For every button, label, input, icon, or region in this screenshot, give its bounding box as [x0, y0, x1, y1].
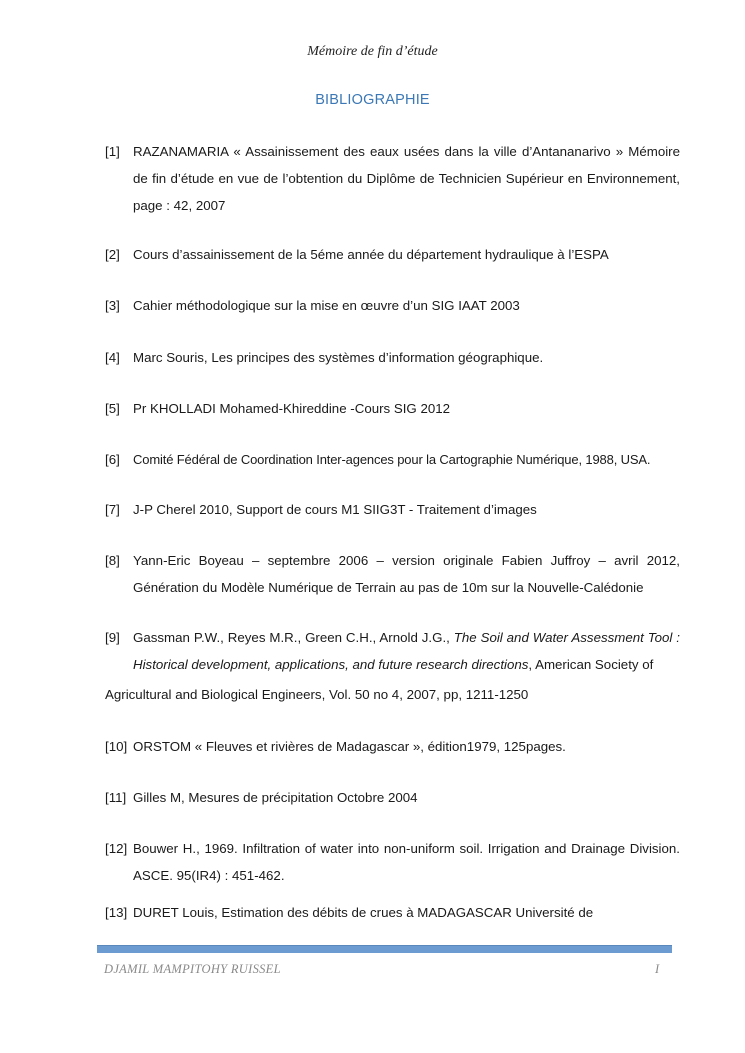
reference-number: [9] [105, 630, 120, 645]
reference-text-part: , American Society of [528, 657, 654, 672]
reference-number: [12] [105, 841, 128, 856]
reference-title-italic: The Soil and Water Assessment Tool : Historical development, applications, and future research directions [133, 630, 680, 672]
reference-text: RAZANAMARIA « Assainissement des eaux usées dans la ville d’Antananarivo » Mémoire de fin d’étude en vue de l’obtention du Diplôme de Technicien Supérieur en Environnement, page : 42, 2007 [133, 144, 680, 213]
reference-number: [7] [105, 502, 120, 517]
reference-text: Pr KHOLLADI Mohamed-Khireddine -Cours SIG 2012 [133, 401, 451, 416]
reference-item [105, 138, 680, 219]
reference-item [105, 344, 680, 371]
reference-text: Cahier méthodologique sur la mise en œuvre d’un SIG IAAT 2003 [133, 298, 520, 313]
page-number: I [655, 962, 660, 976]
reference-text: Yann-Eric Boyeau – septembre 2006 – version originale Fabien Juffroy – avril 2012, Génération du Modèle Numérique de Terrain au pas de 10m sur la Nouvelle-Calédonie [133, 553, 680, 595]
reference-text: DURET Louis, Estimation des débits de crues à MADAGASCAR Université de [133, 905, 594, 920]
reference-number: [13] [105, 905, 128, 920]
reference-number: [11] [105, 790, 127, 805]
reference-text: Comité Fédéral de Coordination Inter-agences pour la Cartographie Numérique, 1988, USA. [133, 452, 651, 467]
reference-number: [2] [105, 247, 120, 262]
reference-item [105, 733, 680, 760]
reference-item [105, 496, 680, 523]
reference-text-continued: Agricultural and Biological Engineers, Vol. 50 no 4, 2007, pp, 1211-1250 [105, 687, 529, 702]
reference-text: J-P Cherel 2010, Support de cours M1 SIIG3T - Traitement d’images [133, 502, 537, 517]
footer-divider [97, 945, 672, 953]
reference-number: [4] [105, 350, 120, 365]
section-title: BIBLIOGRAPHIE [315, 92, 430, 108]
reference-text: Marc Souris, Les principes des systèmes d’information géographique. [133, 350, 544, 365]
reference-item [105, 835, 680, 889]
reference-item [105, 241, 680, 268]
reference-item [105, 899, 680, 926]
reference-item [105, 395, 680, 422]
reference-text-part: Gassman P.W., Reyes M.R., Green C.H., Arnold J.G., [133, 630, 454, 645]
reference-text: Cours d’assainissement de la 5éme année du département hydraulique à l’ESPA [133, 247, 609, 262]
reference-item [105, 446, 685, 473]
reference-number: [10] [105, 739, 128, 754]
reference-text: Gilles M, Mesures de précipitation Octobre 2004 [133, 790, 418, 805]
reference-number: [8] [105, 553, 120, 568]
reference-text: Bouwer H., 1969. Infiltration of water into non-uniform soil. Irrigation and Drainage Division. ASCE. 95(IR4) : 451-462. [133, 841, 680, 883]
reference-number: [5] [105, 401, 120, 416]
reference-item-continued [105, 681, 680, 708]
reference-item [105, 547, 680, 601]
page-header: Mémoire de fin d’étude [307, 44, 438, 59]
reference-text: ORSTOM « Fleuves et rivières de Madagascar », édition1979, 125pages. [133, 739, 566, 754]
reference-number: [3] [105, 298, 120, 313]
reference-number: [6] [105, 452, 120, 467]
footer-author: DJAMIL MAMPITOHY RUISSEL [104, 962, 281, 976]
reference-item [105, 784, 680, 811]
reference-number: [1] [105, 144, 120, 159]
reference-text [133, 624, 680, 678]
reference-item [105, 624, 680, 678]
reference-item [105, 292, 680, 319]
